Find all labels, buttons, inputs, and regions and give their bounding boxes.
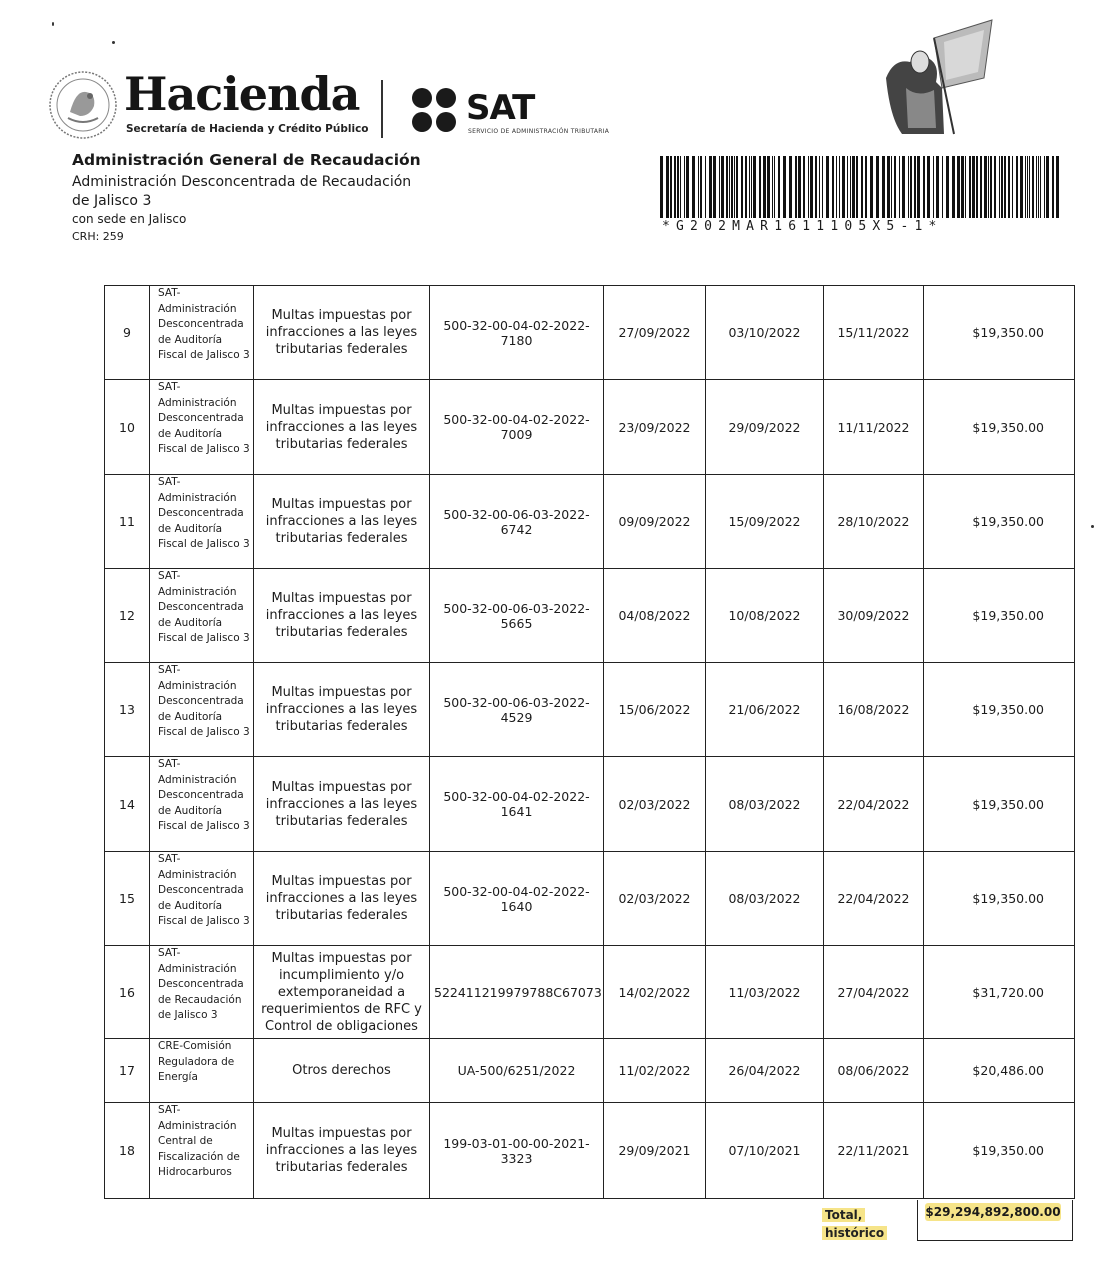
date-cell: 15/11/2022 xyxy=(824,286,924,380)
authority-line: Central de xyxy=(158,1135,213,1147)
row-number-cell: 15 xyxy=(105,852,150,946)
authority-line: Desconcentrada xyxy=(158,318,244,330)
authority-line: de Auditoría xyxy=(158,333,223,346)
row-number-cell: 16 xyxy=(105,946,150,1039)
total-label-line2: histórico xyxy=(822,1226,887,1240)
authority-line: Fiscalización de xyxy=(158,1150,240,1163)
authority-line: Administración xyxy=(158,302,237,315)
concept-cell: Multas impuestas por infracciones a las leyes tributarias federales xyxy=(254,286,430,380)
logo-divider xyxy=(381,80,383,138)
amount-cell: $19,350.00 xyxy=(924,286,1075,380)
authority-line: SAT- xyxy=(158,570,181,582)
scan-speck xyxy=(112,41,115,44)
concept-cell: Multas impuestas por infracciones a las leyes tributarias federales xyxy=(254,569,430,663)
date-cell: 08/06/2022 xyxy=(824,1039,924,1103)
total-value: $29,294,892,800.00 xyxy=(925,1205,1061,1219)
authority-line: de Jalisco 3 xyxy=(158,1009,218,1021)
hacienda-logo-subtitle: Secretaría de Hacienda y Crédito Público xyxy=(126,123,369,135)
row-number-cell: 18 xyxy=(105,1103,150,1199)
authority-line: Fiscal de Jalisco 3 xyxy=(158,726,250,738)
date-cell: 07/10/2021 xyxy=(706,1103,824,1199)
authority-line: Administración xyxy=(158,396,237,409)
folio-cell: 500-32-00-06-03-2022-4529 xyxy=(430,663,604,757)
date-cell: 22/04/2022 xyxy=(824,852,924,946)
barcode-graphic xyxy=(660,156,1060,218)
table-row xyxy=(105,757,1075,852)
date-cell: 10/08/2022 xyxy=(706,569,824,663)
authority-line: Desconcentrada xyxy=(158,884,244,896)
date-cell: 02/03/2022 xyxy=(604,757,706,852)
authority-cell xyxy=(150,1039,254,1103)
date-cell: 15/09/2022 xyxy=(706,475,824,569)
folio-cell: 500-32-00-04-02-2022-7009 xyxy=(430,380,604,475)
authority-line: Fiscal de Jalisco 3 xyxy=(158,538,250,550)
table-row xyxy=(105,663,1075,757)
date-cell: 11/02/2022 xyxy=(604,1039,706,1103)
authority-line: SAT- xyxy=(158,476,181,488)
scan-speck xyxy=(1091,525,1094,528)
total-label xyxy=(822,1206,894,1242)
folio-cell: 500-32-00-06-03-2022-5665 xyxy=(430,569,604,663)
debts-table xyxy=(104,285,1075,1199)
authority-line: Fiscal de Jalisco 3 xyxy=(158,349,250,361)
agency-seat: con sede en Jalisco xyxy=(72,212,187,226)
date-cell: 21/06/2022 xyxy=(706,663,824,757)
authority-line: Desconcentrada xyxy=(158,601,244,613)
amount-cell: $19,350.00 xyxy=(924,569,1075,663)
authority-line: de Auditoría xyxy=(158,804,223,817)
date-cell: 03/10/2022 xyxy=(706,286,824,380)
date-cell: 08/03/2022 xyxy=(706,757,824,852)
authority-line: Desconcentrada xyxy=(158,978,244,990)
authority-line: de Auditoría xyxy=(158,427,223,440)
folio-cell: 500-32-00-04-02-2022-1640 xyxy=(430,852,604,946)
date-cell: 30/09/2022 xyxy=(824,569,924,663)
concept-cell: Multas impuestas por infracciones a las leyes tributarias federales xyxy=(254,1103,430,1199)
row-number-cell: 13 xyxy=(105,663,150,757)
authority-line: SAT- xyxy=(158,1104,181,1116)
amount-cell: $19,350.00 xyxy=(924,380,1075,475)
row-number-cell: 11 xyxy=(105,475,150,569)
sat-logo-subtitle: SERVICIO DE ADMINISTRACIÓN TRIBUTARIA xyxy=(468,128,610,135)
date-cell: 29/09/2021 xyxy=(604,1103,706,1199)
scan-speck xyxy=(52,22,54,26)
authority-line: de Auditoría xyxy=(158,710,223,723)
date-cell: 11/03/2022 xyxy=(706,946,824,1039)
authority-line: SAT- xyxy=(158,381,181,393)
date-cell: 23/09/2022 xyxy=(604,380,706,475)
date-cell: 27/04/2022 xyxy=(824,946,924,1039)
mexico-seal-icon xyxy=(46,70,120,140)
concept-cell: Multas impuestas por infracciones a las leyes tributarias federales xyxy=(254,380,430,475)
authority-cell xyxy=(150,569,254,663)
folio-cell: 500-32-00-04-02-2022-7180 xyxy=(430,286,604,380)
amount-cell: $19,350.00 xyxy=(924,852,1075,946)
authority-cell xyxy=(150,852,254,946)
authority-line: de Recaudación xyxy=(158,993,242,1006)
patria-flag-icon xyxy=(884,18,996,136)
date-cell: 09/09/2022 xyxy=(604,475,706,569)
authority-line: Desconcentrada xyxy=(158,695,244,707)
authority-line: SAT- xyxy=(158,664,181,676)
table-row xyxy=(105,1103,1075,1199)
concept-cell: Multas impuestas por infracciones a las leyes tributarias federales xyxy=(254,852,430,946)
date-cell: 02/03/2022 xyxy=(604,852,706,946)
sat-dots-icon xyxy=(410,84,462,136)
table-row xyxy=(105,475,1075,569)
authority-line: Administración xyxy=(158,773,237,786)
concept-cell: Multas impuestas por infracciones a las leyes tributarias federales xyxy=(254,757,430,852)
amount-cell: $19,350.00 xyxy=(924,757,1075,852)
authority-line: Reguladora de xyxy=(158,1055,235,1068)
date-cell: 22/04/2022 xyxy=(824,757,924,852)
table-row xyxy=(105,380,1075,475)
authority-line: SAT- xyxy=(158,853,181,865)
authority-cell xyxy=(150,946,254,1039)
concept-cell: Multas impuestas por infracciones a las leyes tributarias federales xyxy=(254,663,430,757)
authority-cell xyxy=(150,380,254,475)
authority-cell xyxy=(150,757,254,852)
hacienda-logo-title: Hacienda xyxy=(124,67,360,121)
amount-cell: $20,486.00 xyxy=(924,1039,1075,1103)
authority-line: Fiscal de Jalisco 3 xyxy=(158,915,250,927)
folio-cell: 522411219979788C67073 xyxy=(430,946,604,1039)
row-number-cell: 10 xyxy=(105,380,150,475)
authority-line: Administración xyxy=(158,1119,237,1132)
authority-line: de Auditoría xyxy=(158,899,223,912)
barcode-text: *G202MAR1611105X5-1* xyxy=(662,219,943,234)
authority-line: SAT- xyxy=(158,287,181,299)
date-cell: 26/04/2022 xyxy=(706,1039,824,1103)
total-label-line1: Total, xyxy=(822,1208,865,1222)
concept-cell: Multas impuestas por incumplimiento y/o extemporaneidad a requerimientos de RFC y Control de obligaciones xyxy=(254,946,430,1039)
authority-cell xyxy=(150,286,254,380)
authority-line: Fiscal de Jalisco 3 xyxy=(158,820,250,832)
row-number-cell: 14 xyxy=(105,757,150,852)
date-cell: 11/11/2022 xyxy=(824,380,924,475)
folio-cell: 500-32-00-06-03-2022-6742 xyxy=(430,475,604,569)
date-cell: 04/08/2022 xyxy=(604,569,706,663)
authority-line: SAT- xyxy=(158,947,181,959)
authority-line: Desconcentrada xyxy=(158,507,244,519)
row-number-cell: 12 xyxy=(105,569,150,663)
authority-line: SAT- xyxy=(158,758,181,770)
authority-line: Desconcentrada xyxy=(158,789,244,801)
table-row xyxy=(105,946,1075,1039)
concept-cell: Otros derechos xyxy=(254,1039,430,1103)
authority-line: Fiscal de Jalisco 3 xyxy=(158,632,250,644)
amount-cell: $19,350.00 xyxy=(924,663,1075,757)
authority-cell xyxy=(150,1103,254,1199)
folio-cell: 500-32-00-04-02-2022-1641 xyxy=(430,757,604,852)
date-cell: 14/02/2022 xyxy=(604,946,706,1039)
authority-line: CRE-Comisión xyxy=(158,1040,232,1052)
date-cell: 22/11/2021 xyxy=(824,1103,924,1199)
authority-line: Administración xyxy=(158,585,237,598)
authority-line: Fiscal de Jalisco 3 xyxy=(158,443,250,455)
sat-logo-title: SAT xyxy=(466,88,535,128)
agency-main-title: Administración General de Recaudación xyxy=(72,151,421,169)
row-number-cell: 17 xyxy=(105,1039,150,1103)
table-row xyxy=(105,1039,1075,1103)
folio-cell: UA-500/6251/2022 xyxy=(430,1039,604,1103)
authority-cell xyxy=(150,663,254,757)
table-row xyxy=(105,569,1075,663)
authority-line: Desconcentrada xyxy=(158,412,244,424)
table-row xyxy=(105,286,1075,380)
concept-cell: Multas impuestas por infracciones a las leyes tributarias federales xyxy=(254,475,430,569)
date-cell: 08/03/2022 xyxy=(706,852,824,946)
authority-line: de Auditoría xyxy=(158,522,223,535)
amount-cell: $19,350.00 xyxy=(924,475,1075,569)
row-number-cell: 9 xyxy=(105,286,150,380)
authority-line: Energía xyxy=(158,1071,198,1083)
folio-cell: 199-03-01-00-00-2021-3323 xyxy=(430,1103,604,1199)
amount-cell: $19,350.00 xyxy=(924,1103,1075,1199)
agency-sub-title: Administración Desconcentrada de Recaudación de Jalisco 3 xyxy=(72,174,412,209)
date-cell: 28/10/2022 xyxy=(824,475,924,569)
authority-line: Hidrocarburos xyxy=(158,1166,232,1178)
date-cell: 29/09/2022 xyxy=(706,380,824,475)
date-cell: 15/06/2022 xyxy=(604,663,706,757)
authority-line: Administración xyxy=(158,491,237,504)
authority-cell xyxy=(150,475,254,569)
agency-crh: CRH: 259 xyxy=(72,230,124,243)
date-cell: 27/09/2022 xyxy=(604,286,706,380)
amount-cell: $31,720.00 xyxy=(924,946,1075,1039)
authority-line: Administración xyxy=(158,962,237,975)
authority-line: Administración xyxy=(158,868,237,881)
table-row xyxy=(105,852,1075,946)
authority-line: Administración xyxy=(158,679,237,692)
authority-line: de Auditoría xyxy=(158,616,223,629)
date-cell: 16/08/2022 xyxy=(824,663,924,757)
